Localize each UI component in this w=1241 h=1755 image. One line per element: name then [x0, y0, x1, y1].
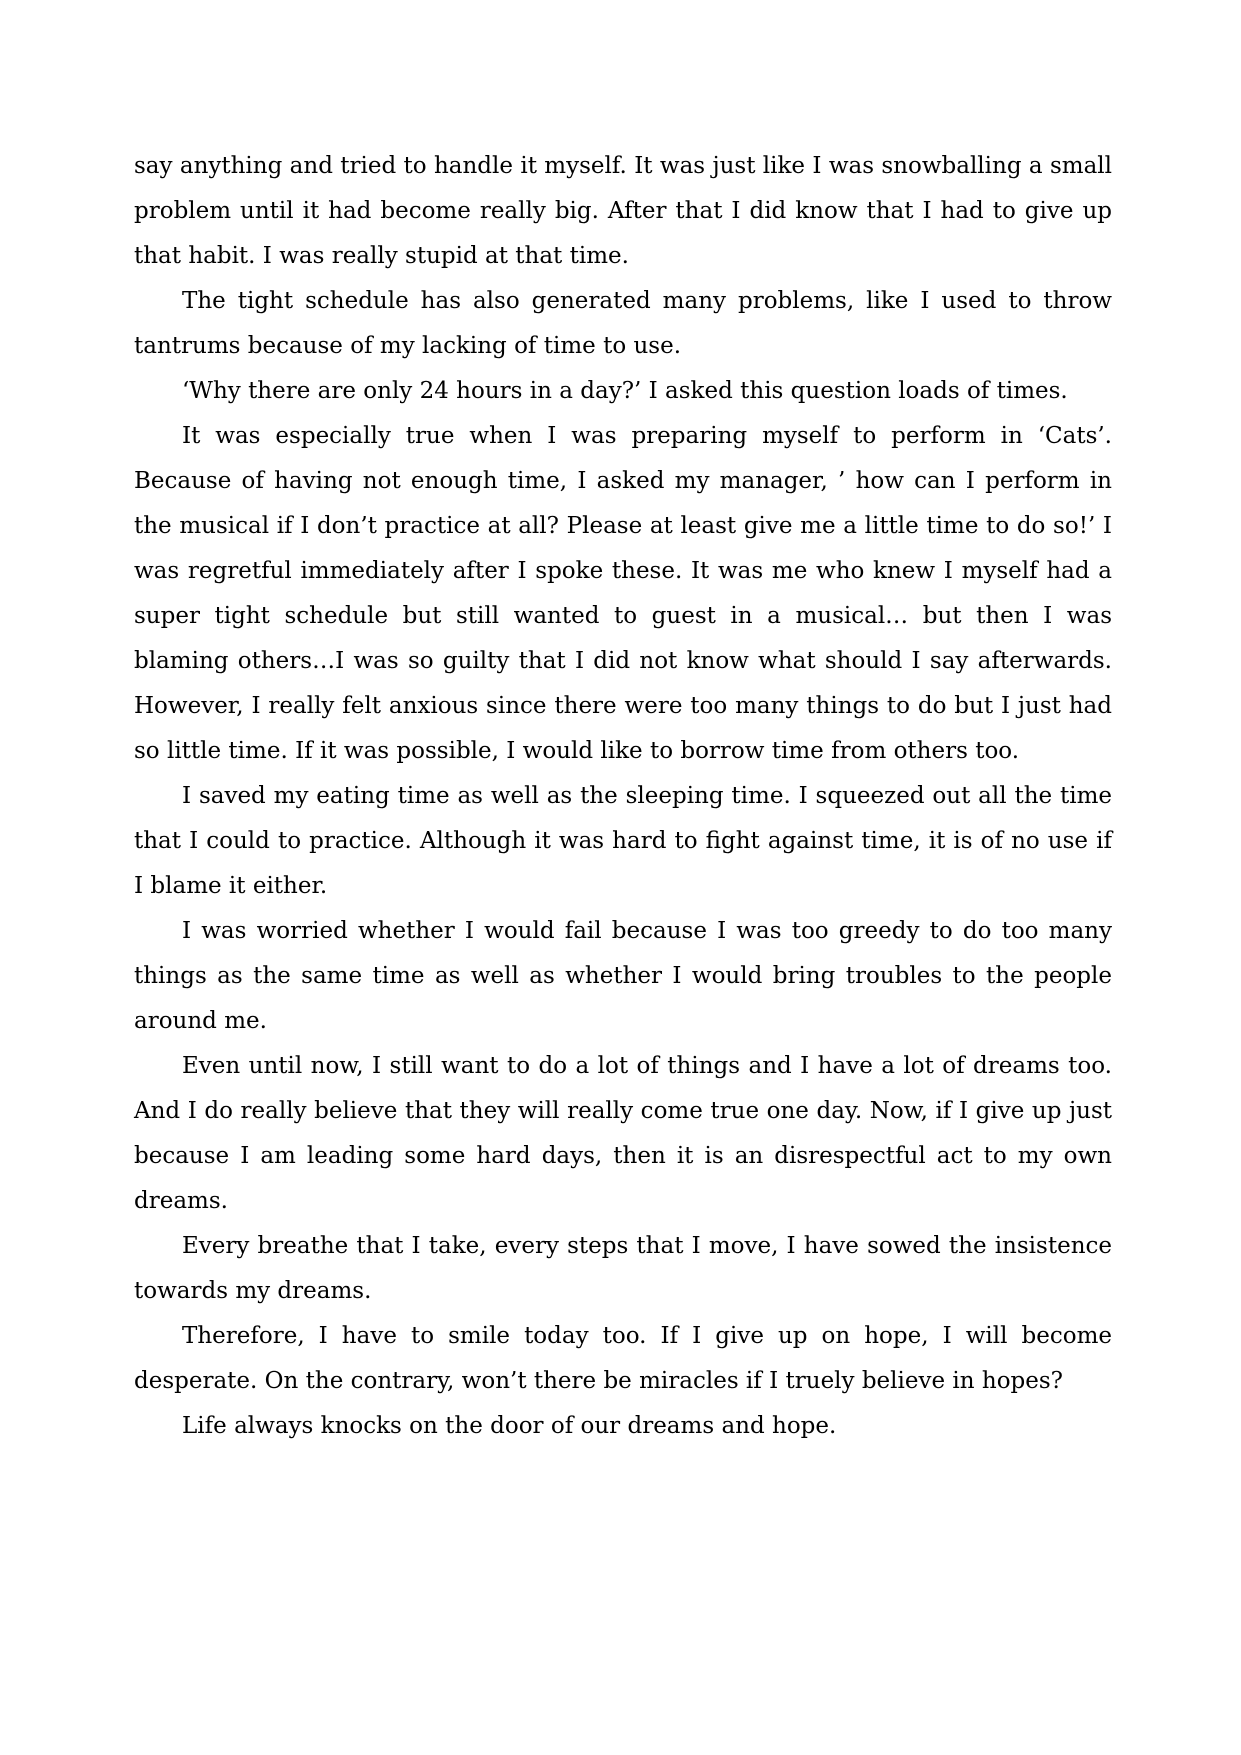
document-text-block [134, 144, 1112, 1449]
paragraph: ‘Why there are only 24 hours in a day?’ I asked this question loads of times. [182, 378, 1068, 404]
paragraph: Therefore, I have to smile today too. If I give up on hope, I will become desperate. On the contrary, won’t there be miracles if I truely believe in hopes? [134, 1323, 1112, 1394]
paragraph: The tight schedule has also generated many problems, like I used to throw tantrums because of my lacking of time to use. [134, 288, 1112, 359]
paragraph: I was worried whether I would fail because I was too greedy to do too many things as the same time as well as whether I would bring troubles to the people around me. [134, 918, 1112, 1034]
paragraph: It was especially true when I was preparing myself to perform in ‘Cats’. Because of having not enough time, I asked my manager, ’ how can I perform in the musical if I don’t practice at all? Please at least give me a little time to do so!’ I was regretful immediately after I spoke these. It was me who knew I myself had a super tight schedule but still wanted to guest in a musical… but then I was blaming others…I was so guilty that I did not know what should I say afterwards. However, I really felt anxious since there were too many things to do but I just had so little time. If it was possible, I would like to borrow time from others too. [134, 423, 1112, 764]
paragraph: Even until now, I still want to do a lot of things and I have a lot of dreams too. And I do really believe that they will really come true one day. Now, if I give up just because I am leading some hard days, then it is an disrespectful act to my own dreams. [134, 1053, 1112, 1214]
paragraph: I saved my eating time as well as the sleeping time. I squeezed out all the time that I could to practice. Although it was hard to fight against time, it is of no use if I blame it either. [134, 783, 1112, 899]
paragraph: Every breathe that I take, every steps that I move, I have sowed the insistence towards my dreams. [134, 1233, 1112, 1304]
paragraph: say anything and tried to handle it myself. It was just like I was snowballing a small problem until it had become really big. After that I did know that I had to give up that habit. I was really stupid at that time. [134, 153, 1112, 269]
paragraph: Life always knocks on the door of our dreams and hope. [182, 1413, 837, 1439]
